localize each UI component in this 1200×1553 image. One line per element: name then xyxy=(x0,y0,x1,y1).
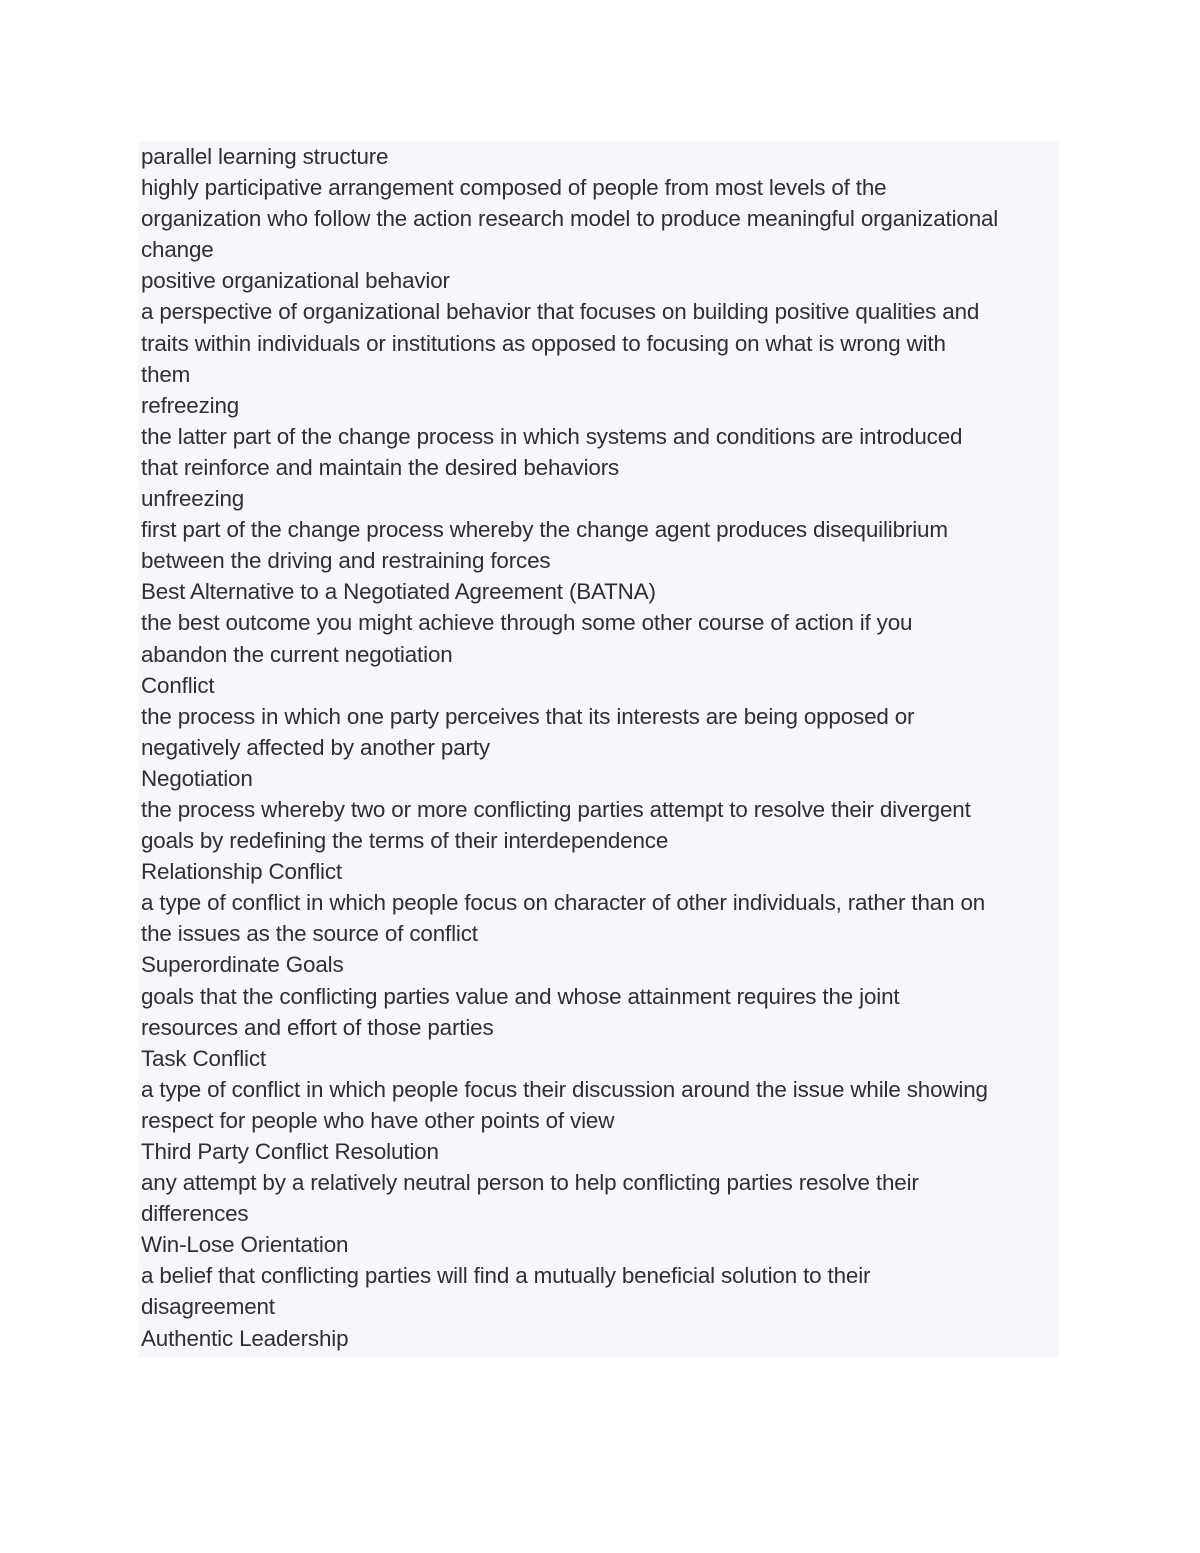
glossary-definition-line: between the driving and restraining forces xyxy=(141,548,551,574)
glossary-definition-line: them xyxy=(141,361,191,387)
glossary-definition-line: the best outcome you might achieve through some other course of action if you xyxy=(141,610,913,636)
glossary-term: Task Conflict xyxy=(141,1045,266,1071)
glossary-entry xyxy=(141,949,1059,1042)
glossary-entry xyxy=(141,1043,1059,1136)
glossary-term: Third Party Conflict Resolution xyxy=(141,1139,439,1164)
glossary-definition-line: any attempt by a relatively neutral person to help conflicting parties resolve their xyxy=(141,1170,919,1196)
glossary-definition-line: traits within individuals or institutions as opposed to focusing on what is wrong with xyxy=(141,330,946,356)
glossary-definition-line: goals that the conflicting parties value and whose attainment requires the joint xyxy=(141,983,900,1009)
glossary-definition-line: goals by redefining the terms of their interdependence xyxy=(141,828,669,854)
glossary-definition-line: change xyxy=(141,237,214,263)
glossary-entry xyxy=(141,670,1059,763)
glossary-definition-line: the latter part of the change process in which systems and conditions are introduced xyxy=(141,423,963,449)
glossary-definition-line: the process whereby two or more conflicting parties attempt to resolve their divergent xyxy=(141,796,971,822)
glossary-definition-line: highly participative arrangement composed of people from most levels of the xyxy=(141,175,887,201)
glossary-term: Conflict xyxy=(141,672,215,698)
glossary-term: Superordinate Goals xyxy=(141,952,344,978)
glossary-entry xyxy=(141,856,1059,949)
glossary-entry xyxy=(141,1136,1059,1229)
glossary-entry xyxy=(141,576,1059,669)
glossary-entry xyxy=(141,763,1059,856)
glossary-definition-line: negatively affected by another party xyxy=(141,734,490,760)
glossary-definition-line: a type of conflict in which people focus their discussion around the issue while showing xyxy=(141,1076,988,1102)
flashcard-text-block xyxy=(138,141,1059,1358)
glossary-definition-line: abandon the current negotiation xyxy=(141,641,453,667)
glossary-term: Win-Lose Orientation xyxy=(141,1232,349,1258)
glossary-definition-line: the process in which one party perceives that its interests are being opposed or xyxy=(141,703,915,729)
glossary-entry xyxy=(141,141,1059,265)
glossary-definition-line: resources and effort of those parties xyxy=(141,1014,494,1040)
glossary-term: refreezing xyxy=(141,392,240,418)
glossary-definition-line: that reinforce and maintain the desired behaviors xyxy=(141,454,620,480)
glossary-term: Best Alternative to a Negotiated Agreement (BATNA) xyxy=(141,579,656,605)
glossary-definition-line: a belief that conflicting parties will find a mutually beneficial solution to their xyxy=(141,1263,871,1289)
glossary-definition-line: the issues as the source of conflict xyxy=(141,921,478,947)
glossary-entry xyxy=(141,265,1059,389)
glossary-definition-line: first part of the change process whereby the change agent produces disequilibrium xyxy=(141,517,948,543)
glossary-term: parallel learning structure xyxy=(141,144,389,169)
glossary-entry xyxy=(141,483,1059,576)
glossary-definition-line: organization who follow the action research model to produce meaningful organizational xyxy=(141,206,999,232)
glossary-definition-line: respect for people who have other points of view xyxy=(141,1107,615,1133)
glossary-entry xyxy=(141,1229,1059,1322)
glossary-term: positive organizational behavior xyxy=(141,268,450,294)
glossary-definition-line: a type of conflict in which people focus on character of other individuals, rather than on xyxy=(141,890,986,916)
glossary-term: unfreezing xyxy=(141,486,245,512)
glossary-term: Relationship Conflict xyxy=(141,859,342,885)
glossary-entry xyxy=(141,390,1059,483)
glossary-term: Authentic Leadership xyxy=(141,1325,349,1351)
glossary-definition-line: differences xyxy=(141,1201,249,1227)
glossary-entry xyxy=(141,1323,1059,1354)
glossary-definition-line: disagreement xyxy=(141,1294,275,1320)
glossary-definition-line: a perspective of organizational behavior that focuses on building positive qualities and xyxy=(141,299,980,325)
glossary-term: Negotiation xyxy=(141,765,253,791)
term-definition-list xyxy=(141,141,1059,1354)
